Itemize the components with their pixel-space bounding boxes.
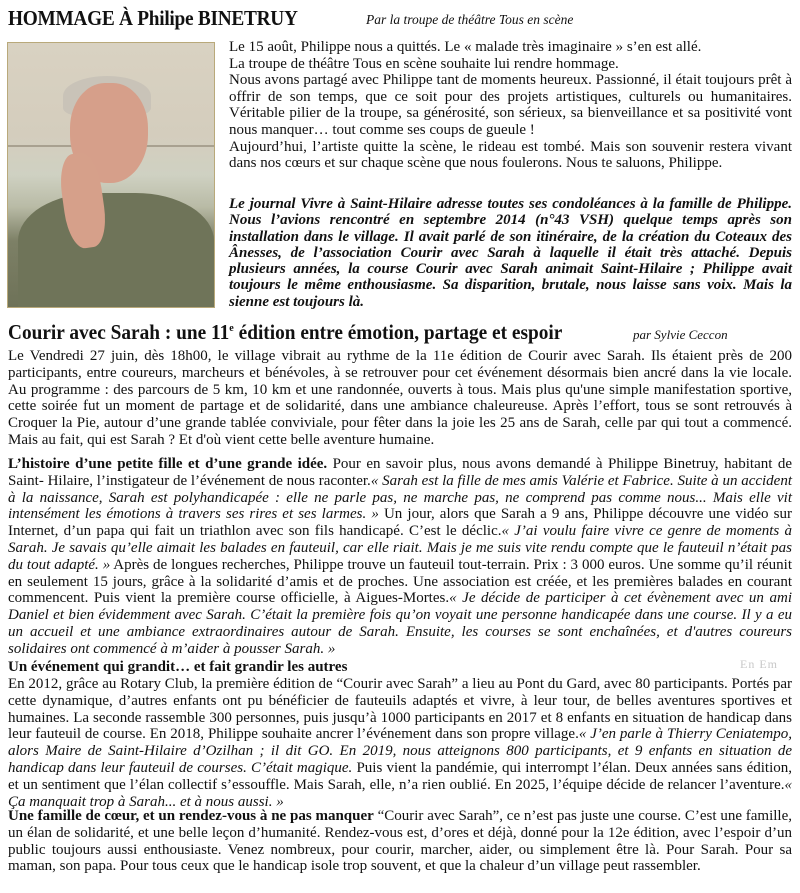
hommage-title: HOMMAGE À Philipe BINETRUY xyxy=(8,6,298,30)
quote: « Je décide de participer à cet évènement avec un ami Daniel et bien évidemment avec Sarah. C’était la première fois qu’on voyait une personne handicapée dans une course. Il y a eu un accueil et une ambiance extraordinaires autour de Sarah. Ensuite, les courses se sont enchaînées, et d'autres coureurs solidaires ont commencé à m’aider à pousser Sarah. » xyxy=(8,590,792,657)
paragraph-lead: Une famille de cœur, et un rendez-vous à ne pas manquer xyxy=(8,808,374,824)
quote: « Ça manquait trop à Sarah... et à nous aussi. » xyxy=(8,776,792,810)
journal-tribute: Le journal Vivre à Saint-Hilaire adresse toutes ses condoléances à la famille de Philippe. Nous l’avions rencontré en septembre 2014 (n°43 VSH) quelque temps après son installation dans le village. Il avait parlé de son itinéraire, de la création du Coteaux des Ânesses, de l’association Courir avec Sarah à laquelle il était très attaché. Depuis plusieurs années, la course Courir avec Sarah animait Saint-Hilaire ; Philippe avait toujours le même enthousiasme. Sa disparition, brutale, nous laisse sans voix. Mais la sienne est toujours là. xyxy=(229,196,792,310)
quote: « J’en parle à Thierry Ceniatempo, alors Maire de Saint-Hilaire d’Ozilhan ; il dit GO. En 2019, nous atteignons 800 participants, et 9 enfants en situation de handicap dans leur fauteuil de courses. C’était magique. xyxy=(8,726,792,776)
article-title-part: édition entre émotion, partage et espoir xyxy=(233,320,563,344)
paragraph-lead: L’histoire d’une petite fille et d’une grande idée. xyxy=(8,456,328,472)
paragraph-text: Un jour, alors que Sarah a 9 ans, Philippe découvre une vidéo sur Internet, d’un papa qui fait un triathlon avec son fils handicapé. C’est le déclic. xyxy=(8,506,792,540)
article-title xyxy=(8,320,562,345)
hommage-byline: Par la troupe de théâtre Tous en scène xyxy=(366,12,574,27)
paragraph-text: Pour en savoir plus, nous avons demandé à Philippe Binetruy, habitant de Saint- Hilaire, l’instigateur de l’événement de nous raconter. xyxy=(8,456,792,489)
paragraph-text: Puis vient la pandémie, qui interrompt l’élan. Deux années sans édition, et un sentiment que l’élan collectif s’essouffle. Mais Sarah, elle, n’a rien oublié. En 2025, l’équipe décide de relancer l’aventure. xyxy=(8,759,792,793)
quote: « J’ai voulu faire vivre ce genre de moments à Sarah. Je savais qu’elle aimait les balades en fauteuil, car elle riait. Mais je me suis vite rendu compte que le fauteuil n’était pas du tout adapté. » xyxy=(8,523,792,573)
intro-line: Le 15 août, Philippe nous a quittés. Le « malade très imaginaire » s’en est allé. xyxy=(229,39,702,55)
paragraph-text: En 2012, grâce au Rotary Club, la première édition de “Courir avec Sarah” a lieu au Pont du Gard, avec 80 participants. Portés par cette dynamique, d’autres enfants ont pu bénéficier de fauteuils adaptés et vivre, à leur tour, de belles aventures sportives et humaines. La seconde rassemble 300 personnes, puis jusqu’à 1000 participants en 2017 et 8 enfants en situation de handicap dans leur fauteuil de course. En 2018, Philippe souhaite ancrer l’événement dans son propre village. xyxy=(8,676,792,743)
article-paragraph-history xyxy=(8,456,792,658)
paragraph-text: Après de longues recherches, Philippe trouve un fauteuil tout-terrain. Prix : 3 000 euros. Une somme qu’il réunit en seulement 15 jours, grâce à la solidarité d’amis et de proches. Une association est créée, et les premières balades en courant commencent. Puis vient la première course officielle, à Aigues-Mortes. xyxy=(8,556,792,607)
portrait-photo xyxy=(7,42,215,308)
subheading-growth: Un événement qui grandit… et fait grandir les autres xyxy=(8,659,348,675)
intro-line: Nous avons partagé avec Philippe tant de moments heureux. Passionné, il était toujours prêt à offrir de son temps, que ce soit pour des projets artistiques, culturels ou humanitaires. Véritable pilier de la troupe, sa générosité, son sérieux, sa bienveillance et sa positivité vont nous manquer… tout comme ses coups de gueule ! xyxy=(229,72,792,138)
article-paragraph-growth xyxy=(8,676,792,810)
article-paragraph-family xyxy=(8,808,792,875)
intro-line: La troupe de théâtre Tous en scène souhaite lui rendre hommage. xyxy=(229,55,619,72)
ghost-marks: En Em xyxy=(740,657,778,671)
article-paragraph-intro: Le Vendredi 27 juin, dès 18h00, le village vibrait au rythme de la 11e édition de Courir avec Sarah. Ils étaient près de 200 participants, entre coureurs, marcheurs et bénévoles, à se retrouver pour cet événement désormais bien ancré dans la vie locale. Au programme : des parcours de 5 km, 10 km et une randonnée, ouverts à tous. Mais plus qu'une simple manifestation sportive, cette soirée fut un moment de partage et de solidarité, dans une ambiance chaleureuse. Après l’effort, tous se sont retrouvés à Croquer la Pie, autour d’une grande tablée conviviale, pour fêter dans la joie les 25 ans de Sarah, celle par qui tout a commencé. Mais au fait, qui est Sarah ? Et d'où vient cette belle aventure humaine. xyxy=(8,348,792,448)
intro-line: Aujourd’hui, l’artiste quitte la scène, le rideau est tombé. Mais son souvenir restera vivant dans nos cœurs et sur chaque scène que nous foulerons. Nous te saluons, Philippe. xyxy=(229,138,792,172)
article-title-part: Courir avec Sarah : une 11 xyxy=(8,320,230,344)
article-title-superscript: e xyxy=(229,322,234,334)
photo-shirt xyxy=(18,193,214,308)
paragraph-text: “Courir avec Sarah”, ce n’est pas juste une course. C’est une famille, un élan de solidarité, et une belle leçon d’humanité. Rendez-vous est, d’ores et déjà, donné pour la 12e édition, avec l’espoir d’un public toujours aussi enthousiaste. Venez nombreux, pour courir, marcher, aider, ou simplement être là. Pour Sarah. Pour sa maman, son papa. Pour tous ceux que le handicap isole trop souvent, et que la chaleur d’un village peut rassembler. xyxy=(8,808,792,875)
quote: « Sarah est la fille de mes amis Valérie et Fabrice. Suite à un accident à la naissance, Sarah est polyhandicapée : elle ne parle pas, ne marche pas, ne comprend pas comme nous... Mais elle vit intensément les émotions à travers ses rires et ses larmes. » xyxy=(8,472,792,523)
hommage-intro xyxy=(229,39,792,172)
article-byline: par Sylvie Ceccon xyxy=(633,327,728,342)
